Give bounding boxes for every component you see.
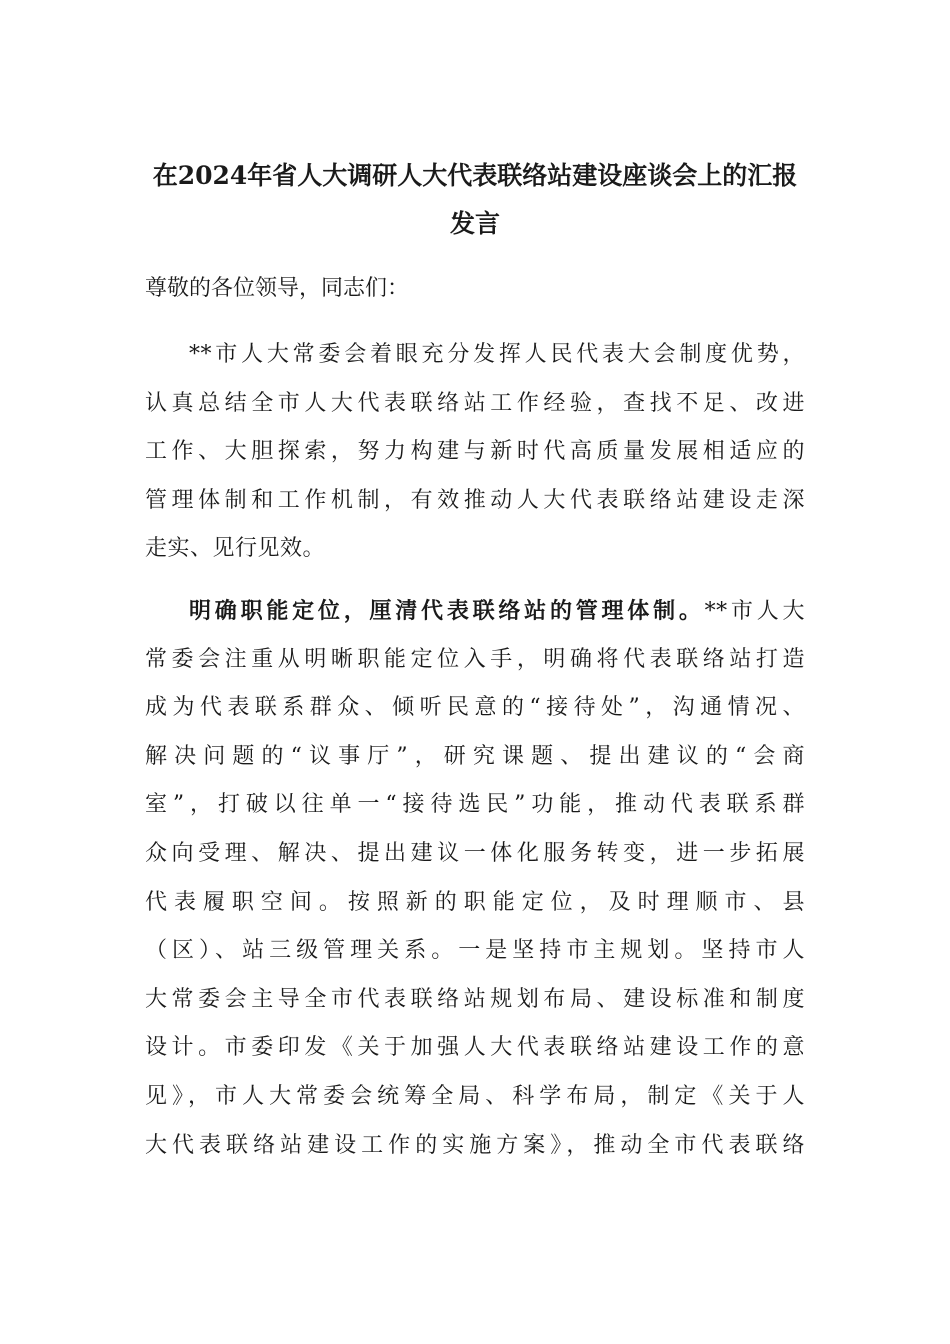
paragraph-2 (145, 587, 805, 1170)
title-line-2: 发言 (449, 209, 500, 238)
greeting: 尊敬的各位领导，同志们： (145, 276, 410, 301)
paragraph-2-line: 众向受理、解决、提出建议一体化服务转变，进一步拓展 (145, 840, 805, 866)
paragraph-2-first-line (145, 587, 805, 636)
paragraph-2-line: 代表履职空间。按照新的职能定位，及时理顺市、县 (145, 889, 805, 915)
paragraph-2-line: 成为代表联系群众、倾听民意的“接待处”，沟通情况、 (145, 695, 805, 721)
paragraph-1-line: **市人大常委会着眼充分发挥人民代表大会制度优势， (189, 342, 805, 367)
paragraph-2-line: 大代表联络站建设工作的实施方案》，推动全市代表联络 (145, 1132, 805, 1158)
document-title (145, 152, 805, 248)
paragraph-2-first-tail: **市人大 (704, 599, 805, 624)
paragraph-2-line: 常委会注重从明晰职能定位入手，明确将代表联络站打造 (145, 646, 805, 672)
paragraph-2-line: （区）、站三级管理关系。一是坚持市主规划。坚持市人 (145, 938, 805, 964)
paragraph-1-line: 工作、大胆探索，努力构建与新时代高质量发展相适应的 (145, 439, 805, 465)
paragraph-1-line: 管理体制和工作机制，有效推动人大代表联络站建设走深 (145, 487, 805, 513)
paragraph-2-line: 解决问题的“议事厅”，研究课题、提出建议的“会商 (145, 743, 805, 769)
paragraph-2-line: 大常委会主导全市代表联络站规划布局、建设标准和制度 (145, 986, 805, 1012)
paragraph-1-line: 认真总结全市人大代表联络站工作经验，查找不足、改进 (145, 390, 805, 416)
paragraph-2-line: 见》，市人大常委会统筹全局、科学布局，制定《关于人 (145, 1083, 805, 1109)
paragraph-2-line: 室”，打破以往单一“接待选民”功能，推动代表联系群 (145, 792, 805, 818)
title-line-1: 在2024年省人大调研人大代表联络站建设座谈会上的汇报 (152, 161, 798, 190)
paragraph-2-line: 设计。市委印发《关于加强人大代表联络站建设工作的意 (145, 1035, 805, 1061)
paragraph-1 (145, 331, 805, 574)
paragraph-2-heading: 明确职能定位，厘清代表联络站的管理体制。 (189, 598, 705, 624)
paragraph-1-line: 走实、见行见效。 (145, 536, 326, 562)
